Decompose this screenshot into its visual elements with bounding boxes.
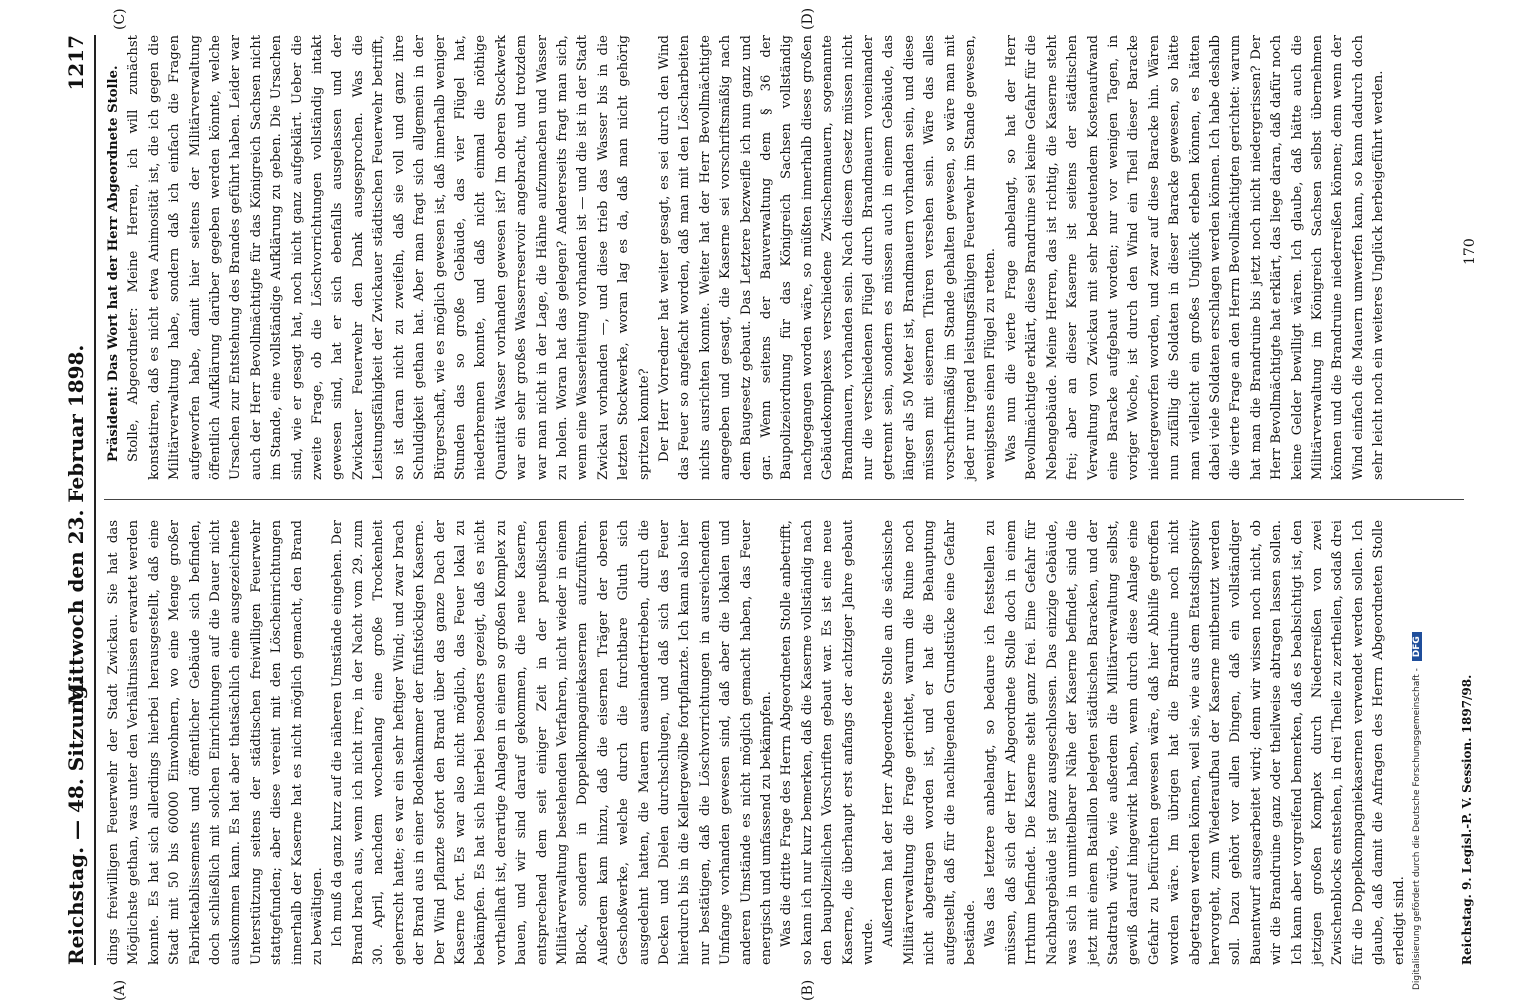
paragraph: Was die dritte Frage des Herrn Abgeordneten Stolle anbetrifft, so kann ich nur kurz bemerken, daß die Kaserne vollständig nach den baupolizeilichen Vorschriften gebaut war. Es ist eine neue Kaserne, die überhaupt erst anfangs der achtziger Jahre gebaut wurde. — [779, 520, 877, 965]
paragraph: Der Herr Vorredner hat weiter gesagt, es sei durch den Wind das Feuer so angefacht worden, daß man mit den Löscharbeiten nichts ausrichten konnte. Weiter hat der Herr Bevollmächtigte angegeben und gesagt, die Kaserne sei vorschriftsmäßig nach dem Baugesetz gebaut. Das Letztere bezweifle ich nun ganz und gar. Wenn seitens der Bauverwaltung dem § 36 der Baupolizeiordnung für das Königreich Sachsen vollständig nachgegangen worden wäre, so müßten innerhalb dieses großen Gebäudekomplexes verschiedene Zwischenmauern, sogenannte Brandmauern, vorhanden sein. Nach diesem Gesetz müssen nicht nur die verschiedenen Flügel durch Brandmauern voneinander getrennt sein, sondern es müssen auch in einem Gebäude, das länger als 50 Meter ist, Brandmauern vorhanden sein, und diese müssen mit eisernen Thüren versehen sein. Wäre das alles vorschriftsmäßig im Stande gehalten gewesen, so wäre man mit jeder nur irgend leistungsfähigen Feuerwehr im Stande gewesen, wenigstens einen Flügel zu retten. — [656, 35, 999, 480]
margin-mark-b: (B) — [800, 979, 816, 1001]
running-head — [60, 35, 94, 965]
digitization-text: Digitalisierung gefördert durch die Deutsche Forschungsgemeinschaft - — [1412, 668, 1422, 990]
margin-mark-d: (D) — [800, 7, 816, 30]
left-text-column — [104, 520, 1410, 965]
footer-signature: Reichstag. 9. Legisl.-P. V. Session. 1897/98. — [1460, 674, 1474, 965]
paragraph: dings freiwilligen Feuerwehr der Stadt Zwickau. Sie hat das Möglichste gethan, was unter den Verhältnissen erwartet werden konnte. Es hat sich allerdings hierbei herausgestellt, daß eine Stadt mit 50 bis 60000 Einwohnern, wo eine Menge großer Fabriketablissements und öffentlicher Gebäude sich befinden, doch schließlich mit solchen Einrichtungen auf die Dauer nicht auskommen kann. Es hat aber thatsächlich eine ausgezeichnete Unterstützung seitens der städtischen freiwilligen Feuerwehr stattgefunden; aber diese vereint mit den Löscheinrichtungen innerhalb der Kaserne hat es nicht möglich gemacht, den Brand zu bewältigen. — [106, 520, 326, 965]
digitization-note — [1412, 10, 1422, 990]
rotated-page — [60, 7, 1520, 1001]
margin-mark-c: (C) — [112, 8, 128, 30]
paragraph: Präsident: Das Wort hat der Herr Abgeordnete Stolle. — [106, 65, 121, 462]
paragraph: Was nun die vierte Frage anbelangt, so hat der Herr Bevollmächtigte erklärt, diese Brandruine sei keine Gefahr für die Nebengebäude. Meine Herren, das ist richtig, die Kaserne steht frei; aber an dieser Kaserne ist seitens der städtischen Verwaltung von Zwickau mit sehr bedeutendem Kostenaufwand eine Baracke aufgebaut worden; nur vor wenigen Tagen, in voriger Woche, ist durch den Wind ein Theil dieser Baracke niedergeworfen worden, und zwar auf diese Baracke hin. Wären nun zufällig die Soldaten in dieser Baracke gewesen, so hätte man vielleicht ein großes Unglück erleben können, es hätten dabei viele Soldaten erschlagen werden können. Ich habe deshalb die vierte Frage an den Herrn Bevollmächtigten gerichtet: warum hat man die Brandruine bis jetzt noch nicht niedergerissen? Der Herr Bevollmächtigte hat erklärt, das liege daran, daß dafür noch keine Gelder bewilligt wären. Ich glaube, daß hätte auch die Militärverwaltung im Königreich Sachsen selbst übernehmen können und die Brandruine niederreißen können; denn wenn der Wind einfach die Mauern umwerfen kann, so kann dadurch doch sehr leicht noch ein weiteres Unglück herbeigeführt werden. — [1003, 35, 1387, 480]
paragraph: Stolle, Abgeordneter: Meine Herren, ich will zunächst konstatiren, daß es nicht etwa Animosität ist, die ich gegen die Militärverwaltung habe, sondern daß ich einfach die Fragen aufgeworfen habe, damit hier seitens der Militärverwaltung öffentlich Aufklärung darüber gegeben werden könnte, welche Ursachen zur Entstehung des Brandes geführt haben. Leider war auch der Herr Bevollmächtigte für das Königreich Sachsen nicht im Stande, eine vollständige Aufklärung zu geben. Die Ursachen sind, wie er gesagt hat, noch nicht ganz aufgeklärt. Ueber die zweite Frage, ob die Löschvorrichtungen vollständig intakt gewesen sind, hat er sich ebenfalls ausgelassen und der Zwickauer Feuerwehr den Dank ausgesprochen. Was die Leistungsfähigkeit der Zwickauer städtischen Feuerwehr betrifft, so ist daran nicht zu zweifeln, daß sie voll und ganz ihre Schuldigkeit gethan hat. Aber man fragt sich allgemein in der Bürgerschaft, wie es möglich gewesen ist, daß innerhalb weniger Stunden das so große Gebäude, das vier Flügel hat, niederbrennen konnte, und daß nicht einmal die nöthige Quantität Wasser vorhanden gewesen ist? Im oberen Stockwerk war ein sehr großes Wasserreservoir angebracht, und trotzdem war man nicht in der Lage, die Hähne aufzumachen und Wasser zu holen. Woran hat das gelegen? Andererseits fragt man sich, wenn eine Wasserleitung vorhanden ist — und die ist in der Stadt Zwickau vorhanden —, und diese trieb das Wasser bis in die letzten Stockwerke, woran lag es da, daß man nicht gehörig spritzen konnte? — [126, 35, 652, 480]
right-text-column — [104, 35, 1390, 480]
footer-folio: 170 — [1462, 238, 1478, 265]
running-head-date: Mittwoch den 23. Februar 1898. — [64, 344, 88, 705]
column-divider — [104, 499, 1464, 500]
page-number: 1217 — [64, 35, 88, 91]
dfg-logo: DFG — [1412, 632, 1422, 661]
paragraph: Außerdem hat der Herr Abgeordnete Stolle an die sächsische Militärverwaltung die Frage gerichtet, warum die Ruine noch nicht abgetragen worden ist, und er hat die Behauptung aufgestellt, daß für die nachliegenden Grundstücke eine Gefahr bestände. — [881, 520, 979, 965]
margin-mark-a: (A) — [112, 979, 128, 1001]
running-head-left: Reichstag. — 48. Sitzung. — [64, 678, 88, 965]
paragraph: Was das letztere anbelangt, so bedaure ich feststellen zu müssen, daß sich der Herr Abgeordnete Stolle doch in einem Irrthum befindet. Die Kaserne steht ganz frei. Eine Gefahr für Nachbargebäude ist ganz ausgeschlossen. Das einzige Gebäude, was sich in unmittelbarer Nähe der Kaserne befindet, sind die jetzt mit einem Bataillon belegten städtischen Baracken, und der Stadtrath würde, wie außerdem die Militärverwaltung selbst, gewiß darauf hingewirkt haben, wenn durch diese Anlage eine Gefahr zu befürchten gewesen wäre, daß hier Abhilfe getroffen worden wäre. Im übrigen hat die Brandruine noch nicht abgetragen werden können, weil sie, wie aus dem Etatsdispositiv hervorgeht, zum Wiederaufbau der Kaserne mitbenutzt werden soll. Dazu gehört vor allen Dingen, daß ein vollständiger Bauentwurf ausgearbeitet wird; denn wir wissen noch nicht, ob wir die Brandruine ganz oder theilweise abtragen lassen sollen. Ich kann aber vorgreifend bemerken, daß es beabsichtigt ist, den jetzigen großen Komplex durch Niederreißen von zwei Zwischenblocks entstehen, in drei Theile zu zertheilen, sodaß drei für die Doppelkompagniekasernen verwendet werden sollen. Ich glaube, daß damit die Anfragen des Herrn Abgeordneten Stolle erledigt sind. — [983, 520, 1407, 965]
paragraph: Ich muß da ganz kurz auf die näheren Umstände eingehen. Der Brand brach aus, wenn ich nicht irre, in der Nacht vom 29. zum 30. April, nachdem wochenlang eine große Trockenheit geherrscht hatte; es war ein sehr heftiger Wind; und zwar brach der Brand aus in einer Bodenkammer der fünfstöckigen Kaserne. Der Wind pflanzte sofort den Brand über das ganze Dach der Kaserne fort. Es war also nicht möglich, das Feuer lokal zu bekämpfen. Es hat sich hierbei besonders gezeigt, daß es nicht vortheilhaft ist, derartige Anlagen in einem so großen Komplex zu bauen, und wir sind darauf gekommen, die neue Kaserne, entsprechend dem seit einiger Zeit in der preußischen Militärverwaltung bestehenden Verfahren, nicht wieder in einem Block, sondern in Doppelkompagniekasernen aufzuführen. Außerdem kam hinzu, daß die eisernen Träger der oberen Geschoßwerke, welche durch die furchtbare Gluth sich ausgedehnt hatten, die Mauern auseinandertrieben, durch die Decken und Dielen durchschlugen, und daß sich das Feuer hierdurch bis in die Kellergewölbe fortpflanzte. Ich kann also hier nur bestätigen, daß die Löschvorrichtungen in ausreichendem Umfange vorhanden gewesen sind, daß aber die lokalen und anderen Umstände es nicht möglich gemacht haben, das Feuer energisch und umfassend zu bekämpfen. — [330, 520, 774, 965]
header-rule — [94, 35, 96, 965]
